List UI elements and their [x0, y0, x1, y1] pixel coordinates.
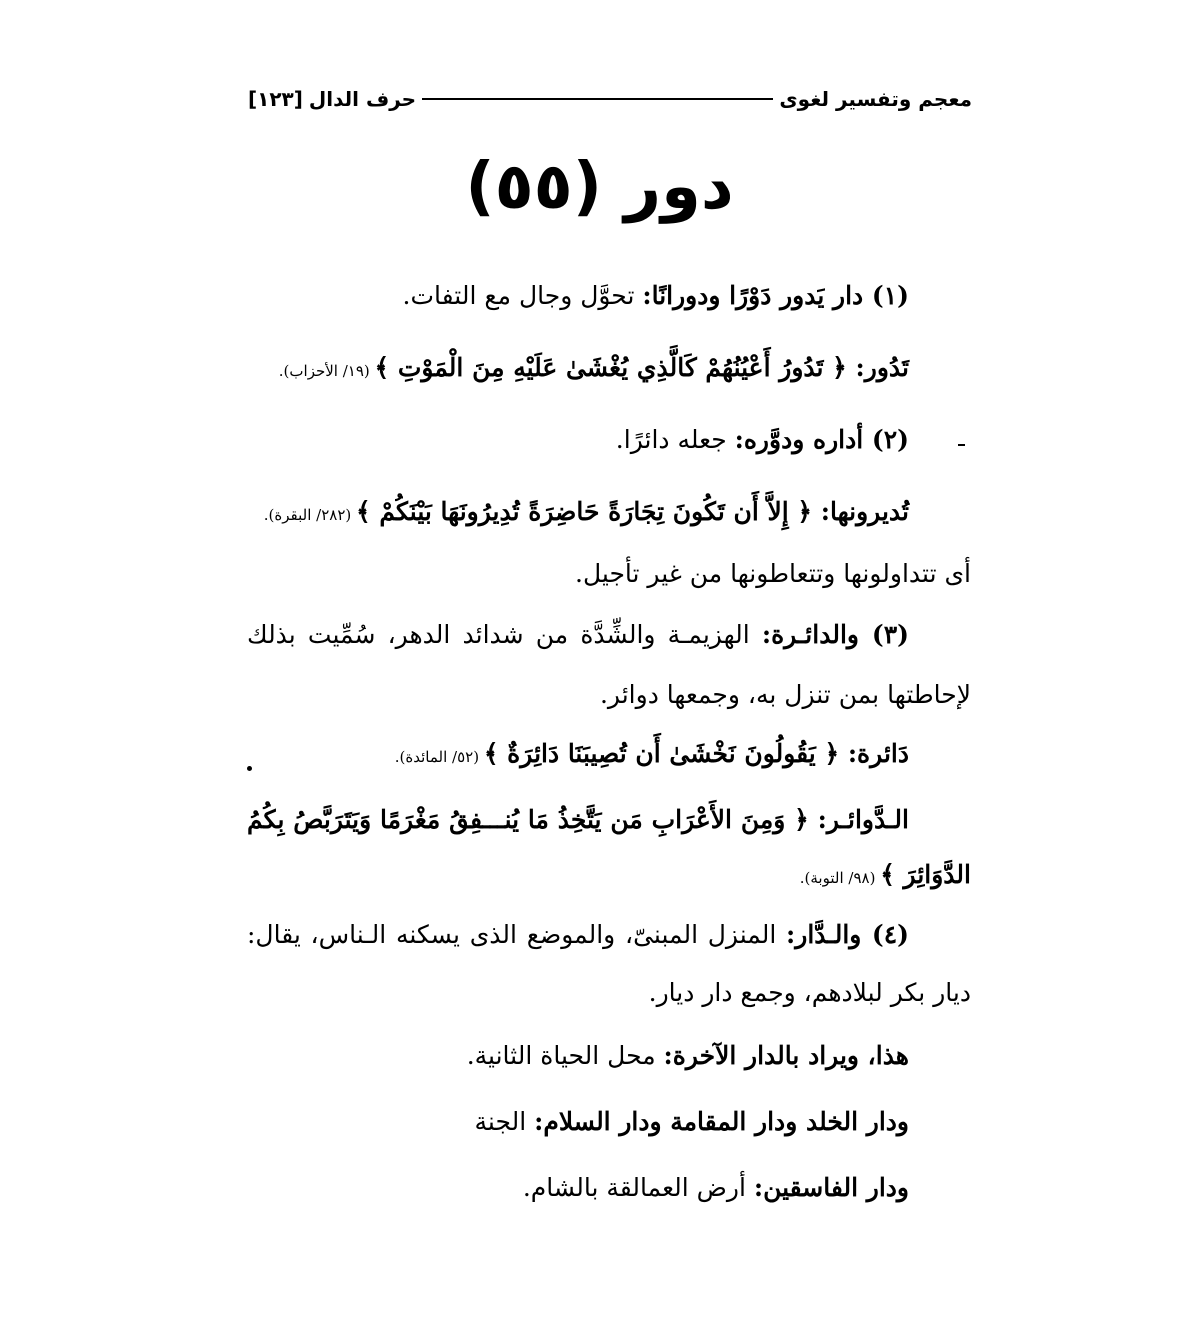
section-name: حرف الدال	[308, 87, 417, 111]
sense-heading: (١) دار يَدور دَوْرًا ودورانًا:	[642, 281, 909, 310]
sense-text: تحوَّل وجال مع التفات.	[402, 281, 643, 310]
sense-text: لإحاطتها بمن تنزل به، وجمعها دوائر.	[599, 680, 971, 709]
sense-text: الهزيمـة والشِّدَّة من شدائد الدهر، سُمِّيت بذلك	[247, 620, 762, 649]
stray-dot	[247, 766, 252, 771]
quran-citation-3	[395, 736, 909, 775]
quran-verse: ﴿ إِلاَّ أَن تَكُونَ تِجَارَةً حَاضِرَةً تُدِيرُونَهَا بَيْنَكُمْ ﴾	[356, 497, 821, 526]
definition-line-2	[616, 422, 909, 458]
quran-verse: ﴿ يَقُولُونَ نَخْشَىٰ أَن تُصِيبَنَا دَائِرَةٌ ﴾	[483, 739, 848, 768]
quran-citation-1	[279, 350, 909, 389]
cited-word: تَدُور:	[855, 353, 909, 382]
sense-text: المنزل المبنىّ، والموضع الذى يسكنه الـناس، يقال:	[247, 920, 787, 949]
quran-verse: الدَّوَائِرَ ﴾	[880, 860, 971, 889]
sense-text: ديار بكر لبلادهم، وجمع دار ديار.	[648, 978, 971, 1007]
margin-mark	[958, 444, 965, 446]
quran-verse: ﴿ وَمِنَ الأَعْرَابِ مَن يَتَّخِذُ مَا يُنـــفِقُ مَغْرَمًا وَيَتَرَبَّصُ بِكُمُ	[247, 805, 818, 834]
note-heading: هذا، ويراد بالدار الآخرة:	[663, 1041, 909, 1070]
verse-reference: (٢٨٢/ البقرة).	[263, 506, 357, 524]
header-rule	[422, 98, 773, 100]
quran-verse: ﴿ تَدُورُ أَعْيُنُهُمْ كَالَّذِي يُغْشَىٰ عَلَيْهِ مِنَ الْمَوْتِ ﴾	[374, 353, 856, 382]
definition-line-4-cont	[649, 975, 971, 1011]
page-number: [١٢٣]	[248, 87, 303, 111]
cited-word: الـدَّوائـر:	[817, 805, 909, 834]
note-line-1	[467, 1038, 909, 1074]
note-heading: ودار الفاسقين:	[753, 1173, 909, 1202]
quran-citation-4	[247, 802, 909, 838]
verse-reference: (٩٨/ التوبة).	[799, 869, 881, 887]
note-heading: ودار الخلد ودار المقامة ودار السلام:	[534, 1107, 909, 1136]
sense-text: جعله دائرًا.	[615, 425, 735, 454]
cited-word: دَائرة:	[847, 739, 909, 768]
explanation-text: أى تتداولونها وتتعاطونها من غير تأجيل.	[575, 559, 971, 588]
sense-heading: (٤) والـدَّار:	[786, 920, 909, 949]
definition-line-1	[403, 278, 909, 314]
quran-citation-2	[264, 494, 909, 533]
quran-citation-4-cont	[800, 857, 971, 896]
note-text: أرض العمالقة بالشام.	[522, 1173, 754, 1202]
definition-line-4	[247, 917, 909, 953]
verse-reference: (٥٢/ المائدة).	[394, 748, 484, 766]
book-title: معجم وتفسير لغوى	[779, 87, 972, 111]
cited-word: تُديرونها:	[820, 497, 909, 526]
running-header	[248, 84, 972, 114]
sense-heading: (٣) والدائـرة:	[761, 620, 909, 649]
entry-title: دور (٥٥)	[465, 150, 734, 224]
sense-heading: (٢) أداره ودوَّره:	[734, 425, 909, 454]
verse-reference: (١٩/ الأحزاب).	[278, 362, 375, 380]
explanation-line	[575, 556, 971, 592]
definition-line-3-cont	[600, 677, 971, 713]
note-line-3	[523, 1170, 909, 1206]
note-line-2	[475, 1104, 909, 1140]
note-text: محل الحياة الثانية.	[466, 1041, 664, 1070]
note-text: الجنة	[474, 1107, 535, 1136]
definition-line-3	[247, 617, 909, 653]
